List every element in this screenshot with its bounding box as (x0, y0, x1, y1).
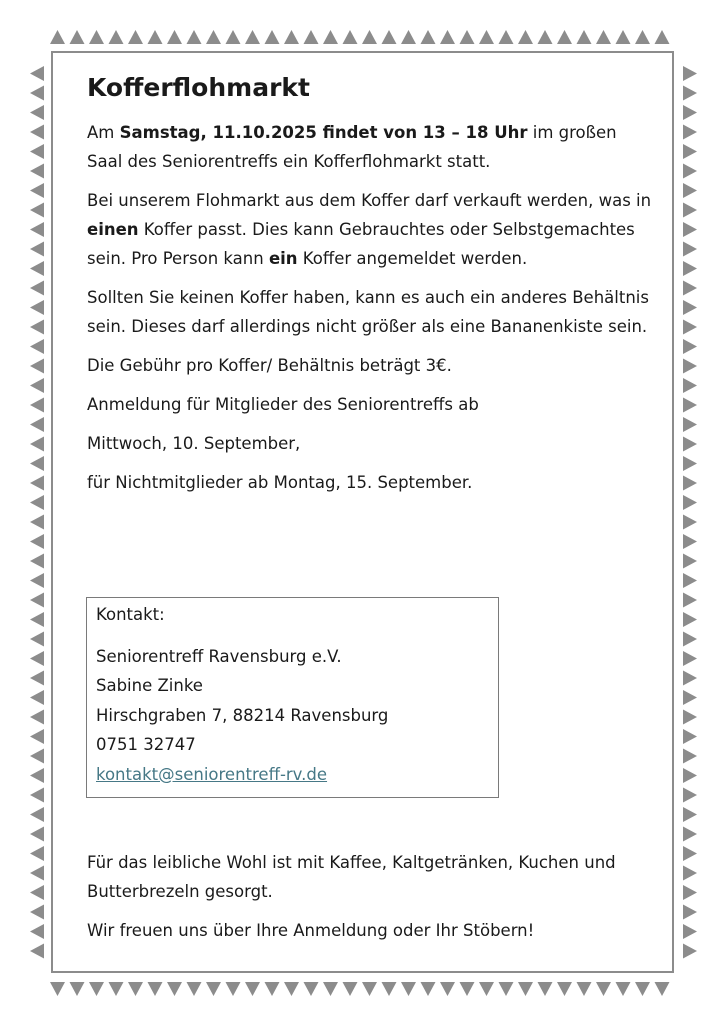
border-triangle (148, 982, 163, 996)
border-triangle (421, 982, 436, 996)
border-triangle (30, 398, 44, 413)
border-triangle (460, 982, 475, 996)
border-triangle (30, 476, 44, 491)
border-triangle (30, 495, 44, 510)
border-triangle (30, 164, 44, 179)
border-triangle (30, 807, 44, 822)
border-triangle (362, 30, 377, 44)
border-triangle (538, 30, 553, 44)
registration-nonmembers: für Nichtmitglieder ab Montag, 15. September. (87, 473, 473, 492)
border-triangle (683, 710, 697, 725)
border-triangle (70, 982, 85, 996)
border-triangle (577, 30, 592, 44)
border-triangle (683, 476, 697, 491)
border-triangle (683, 300, 697, 315)
border-triangle (655, 982, 670, 996)
border-triangle (30, 710, 44, 725)
border-triangle (683, 359, 697, 374)
border-triangle (30, 690, 44, 705)
border-triangle (683, 105, 697, 120)
border-triangle (421, 30, 436, 44)
border-triangle (683, 515, 697, 530)
border-triangle (616, 982, 631, 996)
border-triangle (683, 905, 697, 920)
border-triangle (206, 982, 221, 996)
border-triangle (683, 807, 697, 822)
border-triangle (30, 729, 44, 744)
rules-part-2: Koffer passt. Dies kann Gebrauchtes oder Selbstgemachtes sein. Pro Person kann (87, 220, 635, 268)
border-triangle (343, 982, 358, 996)
contact-email-line (96, 760, 489, 790)
border-triangle (683, 729, 697, 744)
border-triangle (30, 242, 44, 257)
border-triangle (616, 30, 631, 44)
border-triangle (30, 203, 44, 218)
border-triangle (557, 982, 572, 996)
border-triangle (30, 66, 44, 81)
border-triangle (596, 982, 611, 996)
border-triangle (683, 125, 697, 140)
border-triangle (30, 144, 44, 159)
border-triangle (401, 30, 416, 44)
border-triangle (30, 86, 44, 101)
border-triangle (50, 30, 65, 44)
border-triangle (167, 982, 182, 996)
flyer-body (87, 70, 657, 507)
border-triangle (479, 982, 494, 996)
border-triangle (30, 768, 44, 783)
border-triangle (683, 846, 697, 861)
border-triangle (683, 593, 697, 608)
border-triangle (683, 671, 697, 686)
contact-box (86, 597, 499, 798)
border-triangle (89, 982, 104, 996)
border-triangle (226, 30, 241, 44)
page-title: Kofferflohmarkt (87, 73, 310, 102)
border-triangle (284, 30, 299, 44)
border-triangle (635, 30, 650, 44)
rules-paragraph (87, 186, 657, 273)
border-triangle (187, 30, 202, 44)
rules-part-1: Bei unserem Flohmarkt aus dem Koffer darf verkauft werden, was in (87, 191, 652, 210)
border-triangle (440, 30, 455, 44)
fee-paragraph: Die Gebühr pro Koffer/ Behältnis beträgt 3€. (87, 356, 452, 375)
border-triangle (683, 86, 697, 101)
border-triangle (30, 281, 44, 296)
border-triangle (265, 30, 280, 44)
border-triangle (382, 982, 397, 996)
border-triangle (683, 554, 697, 569)
border-triangle (245, 982, 260, 996)
border-triangle (30, 749, 44, 764)
border-triangle (70, 30, 85, 44)
border-triangle (683, 320, 697, 335)
border-triangle (440, 982, 455, 996)
border-triangle (635, 982, 650, 996)
border-triangle (323, 982, 338, 996)
contact-email-link[interactable]: kontakt@seniorentreff-rv.de (96, 764, 328, 784)
border-triangle (683, 788, 697, 803)
border-triangle (683, 378, 697, 393)
border-triangle (30, 905, 44, 920)
contact-heading: Kontakt: (96, 605, 165, 624)
rules-bold-ein: ein (268, 249, 298, 268)
border-triangle (30, 417, 44, 432)
border-triangle (109, 982, 124, 996)
border-triangle (683, 885, 697, 900)
border-triangle (30, 846, 44, 861)
border-triangle (683, 203, 697, 218)
border-triangle (683, 924, 697, 939)
border-triangle (683, 281, 697, 296)
intro-prefix: Am (87, 123, 120, 142)
border-triangle (683, 261, 697, 276)
border-triangle (499, 30, 514, 44)
border-triangle (499, 982, 514, 996)
border-triangle (284, 982, 299, 996)
border-triangle (89, 30, 104, 44)
border-triangle (30, 378, 44, 393)
border-triangle (683, 944, 697, 959)
border-triangle (683, 398, 697, 413)
border-triangle (30, 651, 44, 666)
border-triangle (128, 982, 143, 996)
contact-phone: 0751 32747 (96, 735, 196, 754)
border-triangle (683, 632, 697, 647)
border-triangle (577, 982, 592, 996)
border-triangle (683, 66, 697, 81)
border-triangle (128, 30, 143, 44)
border-triangle (226, 982, 241, 996)
border-triangle (30, 944, 44, 959)
border-triangle (245, 30, 260, 44)
border-triangle (401, 982, 416, 996)
border-triangle (30, 300, 44, 315)
border-triangle (557, 30, 572, 44)
border-triangle (167, 30, 182, 44)
flyer-footer (87, 848, 657, 955)
border-triangle (148, 30, 163, 44)
border-triangle (265, 982, 280, 996)
border-triangle (518, 30, 533, 44)
border-triangle (655, 30, 670, 44)
rules-part-3: Koffer angemeldet werden. (297, 249, 528, 268)
border-triangle (304, 30, 319, 44)
border-triangle (30, 671, 44, 686)
border-triangle (30, 183, 44, 198)
border-triangle (187, 982, 202, 996)
border-triangle (683, 242, 697, 257)
border-triangle (30, 515, 44, 530)
border-triangle (343, 30, 358, 44)
border-triangle (683, 222, 697, 237)
border-triangle (683, 456, 697, 471)
border-triangle (304, 982, 319, 996)
border-triangle (683, 144, 697, 159)
border-triangle (683, 164, 697, 179)
border-triangle (683, 183, 697, 198)
border-triangle (30, 788, 44, 803)
closing-paragraph: Wir freuen uns über Ihre Anmeldung oder Ihr Stöbern! (87, 921, 535, 940)
border-triangle (30, 924, 44, 939)
border-triangle (382, 30, 397, 44)
border-triangle (30, 339, 44, 354)
border-triangle (30, 125, 44, 140)
border-triangle (30, 612, 44, 627)
border-triangle (30, 437, 44, 452)
border-triangle (683, 534, 697, 549)
contact-address: Hirschgraben 7, 88214 Ravensburg (96, 705, 389, 725)
border-triangle (683, 690, 697, 705)
border-triangle (30, 885, 44, 900)
border-triangle (30, 827, 44, 842)
contact-organization: Seniorentreff Ravensburg e.V. (96, 646, 342, 666)
border-triangle (30, 222, 44, 237)
border-triangle (30, 866, 44, 881)
border-triangle (30, 261, 44, 276)
border-triangle (518, 982, 533, 996)
border-triangle (30, 105, 44, 120)
border-triangle (30, 593, 44, 608)
border-triangle (30, 573, 44, 588)
intro-date-time: Samstag, 11.10.2025 findet von 13 – 18 Uhr (119, 123, 528, 142)
border-triangle (479, 30, 494, 44)
border-triangle (683, 437, 697, 452)
border-triangle (30, 320, 44, 335)
border-triangle (538, 982, 553, 996)
border-triangle (683, 612, 697, 627)
border-triangle (30, 554, 44, 569)
border-triangle (683, 417, 697, 432)
border-triangle (683, 651, 697, 666)
border-triangle (362, 982, 377, 996)
border-triangle (683, 866, 697, 881)
border-triangle (683, 495, 697, 510)
rules-bold-einen: einen (87, 220, 139, 239)
intro-suffix: im großen Saal des Seniorentreffs ein Kofferflohmarkt statt. (87, 123, 617, 171)
border-triangle (30, 632, 44, 647)
border-triangle (683, 339, 697, 354)
border-triangle (109, 30, 124, 44)
alternative-paragraph: Sollten Sie keinen Koffer haben, kann es auch ein anderes Behältnis sein. Dieses darf allerdings nicht größer als eine Bananenkiste sein. (87, 288, 649, 336)
border-triangle (50, 982, 65, 996)
border-triangle (596, 30, 611, 44)
border-triangle (683, 749, 697, 764)
border-triangle (30, 359, 44, 374)
border-triangle (683, 768, 697, 783)
registration-members-date: Mittwoch, 10. September, (87, 434, 301, 453)
border-triangle (323, 30, 338, 44)
contact-person: Sabine Zinke (96, 676, 203, 695)
border-triangle (683, 573, 697, 588)
border-triangle (30, 534, 44, 549)
registration-members: Anmeldung für Mitglieder des Seniorentreffs ab (87, 395, 479, 414)
catering-paragraph: Für das leibliche Wohl ist mit Kaffee, Kaltgetränken, Kuchen und Butterbrezeln gesorgt. (87, 853, 616, 901)
border-triangle (460, 30, 475, 44)
border-triangle (206, 30, 221, 44)
intro-paragraph (87, 118, 657, 176)
border-triangle (683, 827, 697, 842)
border-triangle (30, 456, 44, 471)
